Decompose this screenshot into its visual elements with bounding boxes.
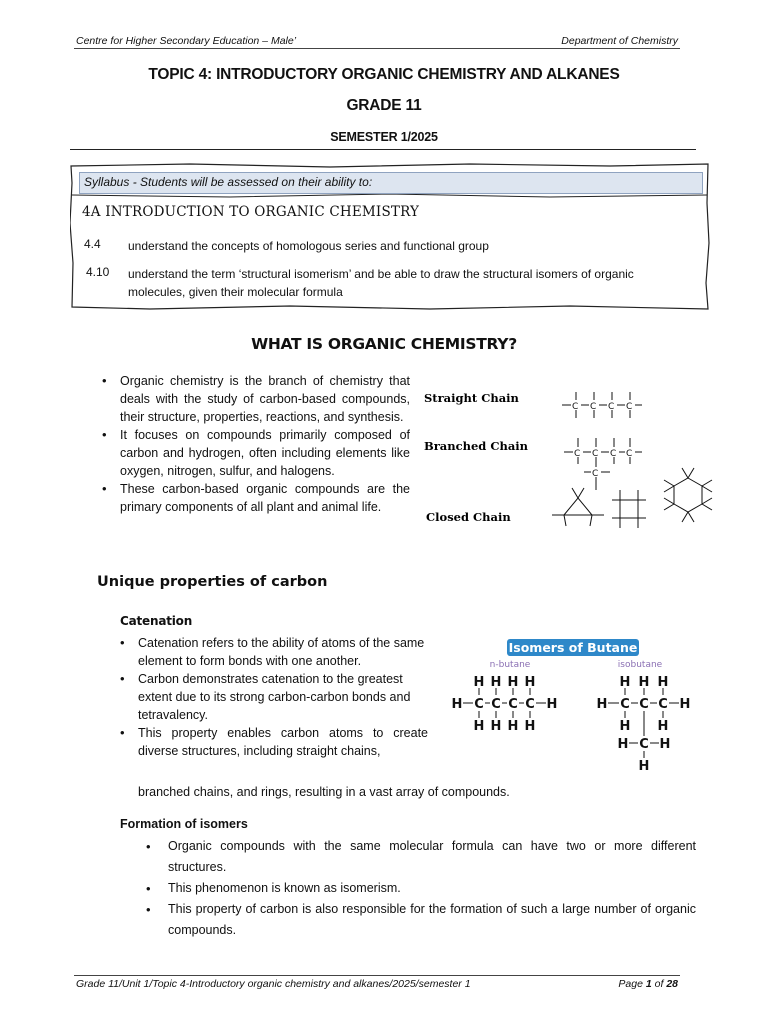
svg-text:H: H	[638, 759, 650, 774]
svg-text:H: H	[619, 719, 631, 734]
objective-number: 4.10	[86, 265, 110, 279]
isomers-heading: Formation of isomers	[120, 817, 248, 831]
carbon-atom: C	[590, 402, 597, 412]
grade-title: GRADE 11	[346, 97, 422, 114]
chain-label-straight: Straight Chain	[424, 391, 519, 405]
svg-text:C: C	[639, 697, 649, 712]
page-indicator	[618, 978, 678, 990]
carbon-atom: C	[592, 469, 599, 479]
carbon-atom: C	[610, 449, 617, 459]
svg-text:H: H	[473, 675, 485, 690]
footer-rule	[74, 975, 680, 976]
svg-text:C: C	[639, 737, 649, 752]
svg-text:H: H	[524, 675, 536, 690]
header-rule	[74, 48, 680, 49]
svg-text:H: H	[659, 737, 671, 752]
butane-isomers-figure	[445, 638, 700, 778]
list-item: • This property enables carbon atoms to create diverse structures, including straight chains,	[118, 724, 428, 760]
svg-text:H: H	[473, 719, 485, 734]
chain-label-closed: Closed Chain	[426, 510, 511, 524]
header-right: Department of Chemistry	[561, 35, 678, 47]
section-4a-title: 4A INTRODUCTION TO ORGANIC CHEMISTRY	[82, 204, 420, 220]
syllabus-heading-bar	[79, 172, 703, 194]
page-prefix: Page	[618, 978, 646, 990]
isomers-bullet-list	[144, 836, 696, 941]
svg-text:H: H	[507, 675, 519, 690]
svg-text:H: H	[490, 719, 502, 734]
list-item: • These carbon-based organic compounds are the primary components of all plant and animal life.	[100, 480, 410, 516]
objective-number: 4.4	[84, 237, 101, 251]
catenation-continuation: branched chains, and rings, resulting in a vast array of compounds.	[138, 785, 510, 799]
chain-label-branched: Branched Chain	[424, 439, 529, 453]
objective-text: understand the concepts of homologous series and functional group	[128, 239, 489, 253]
header-left: Centre for Higher Secondary Education – Male’	[76, 35, 297, 47]
list-item: • Carbon demonstrates catenation to the greatest extent due to its strong carbon-carbon bonds and tetravalency.	[118, 670, 428, 724]
carbon-atom: C	[592, 449, 599, 459]
n-butane-label: n-butane	[489, 660, 531, 670]
closed-chain-structures	[552, 468, 712, 528]
page-number: 1	[645, 978, 652, 990]
svg-text:H: H	[490, 675, 502, 690]
main-heading: WHAT IS ORGANIC CHEMISTRY?	[251, 335, 517, 353]
svg-text:C: C	[491, 697, 501, 712]
page-total: 28	[666, 978, 678, 990]
syllabus-heading: Syllabus - Students will be assessed on their ability to:	[84, 175, 373, 189]
svg-text:H: H	[507, 719, 519, 734]
carbon-atom: C	[574, 449, 581, 459]
svg-text:C: C	[525, 697, 535, 712]
list-item: • It focuses on compounds primarily composed of carbon and hydrogen, often including elements like oxygen, nitrogen, sulfur, and halogens.	[100, 426, 410, 480]
catenation-bullet-list	[118, 634, 428, 760]
svg-text:H: H	[617, 737, 629, 752]
isomer-title: Isomers of Butane	[508, 640, 638, 655]
svg-text:C: C	[508, 697, 518, 712]
list-item: • This property of carbon is also responsible for the formation of such a large number of organic compounds.	[144, 899, 696, 941]
svg-text:H: H	[546, 697, 558, 712]
svg-text:H: H	[638, 675, 650, 690]
semester-title: SEMESTER 1/2025	[330, 130, 438, 144]
page-mid: of	[651, 978, 667, 990]
isobutane-structure	[597, 675, 691, 774]
list-item: • Organic chemistry is the branch of chemistry that deals with the study of carbon-based compounds, their structure, properties, reactions, and synthesis.	[100, 372, 410, 426]
carbon-atom: C	[626, 402, 633, 412]
svg-text:H: H	[679, 697, 691, 712]
svg-text:H: H	[451, 697, 463, 712]
intro-bullet-list	[100, 372, 410, 516]
objective-text: understand the term ‘structural isomerism’ and be able to draw the structural isomers of organic molecules, given their molecular formula	[128, 267, 634, 299]
list-item: • This phenomenon is known as isomerism.	[144, 878, 696, 899]
carbon-chain-types-figure	[420, 380, 720, 550]
unique-properties-heading: Unique properties of carbon	[97, 574, 328, 590]
svg-text:H: H	[657, 675, 669, 690]
carbon-atom: C	[626, 449, 633, 459]
carbon-atom: C	[608, 402, 615, 412]
footer-left: Grade 11/Unit 1/Topic 4-Introductory organic chemistry and alkanes/2025/semester 1	[76, 978, 471, 990]
catenation-heading: Catenation	[120, 614, 193, 628]
svg-text:C: C	[620, 697, 630, 712]
svg-text:C: C	[658, 697, 668, 712]
carbon-atom: C	[572, 402, 579, 412]
svg-text:H: H	[657, 719, 669, 734]
title-rule	[70, 149, 696, 150]
svg-text:C: C	[474, 697, 484, 712]
svg-text:H: H	[524, 719, 536, 734]
branched-chain-structure	[564, 438, 642, 490]
list-item: • Catenation refers to the ability of atoms of the same element to form bonds with one another.	[118, 634, 428, 670]
straight-chain-structure	[562, 392, 642, 418]
isobutane-label: isobutane	[617, 660, 663, 670]
topic-title: TOPIC 4: INTRODUCTORY ORGANIC CHEMISTRY AND ALKANES	[148, 66, 620, 83]
svg-text:H: H	[596, 697, 608, 712]
svg-text:H: H	[619, 675, 631, 690]
n-butane-structure	[452, 675, 558, 734]
list-item: • Organic compounds with the same molecular formula can have two or more different structures.	[144, 836, 696, 878]
